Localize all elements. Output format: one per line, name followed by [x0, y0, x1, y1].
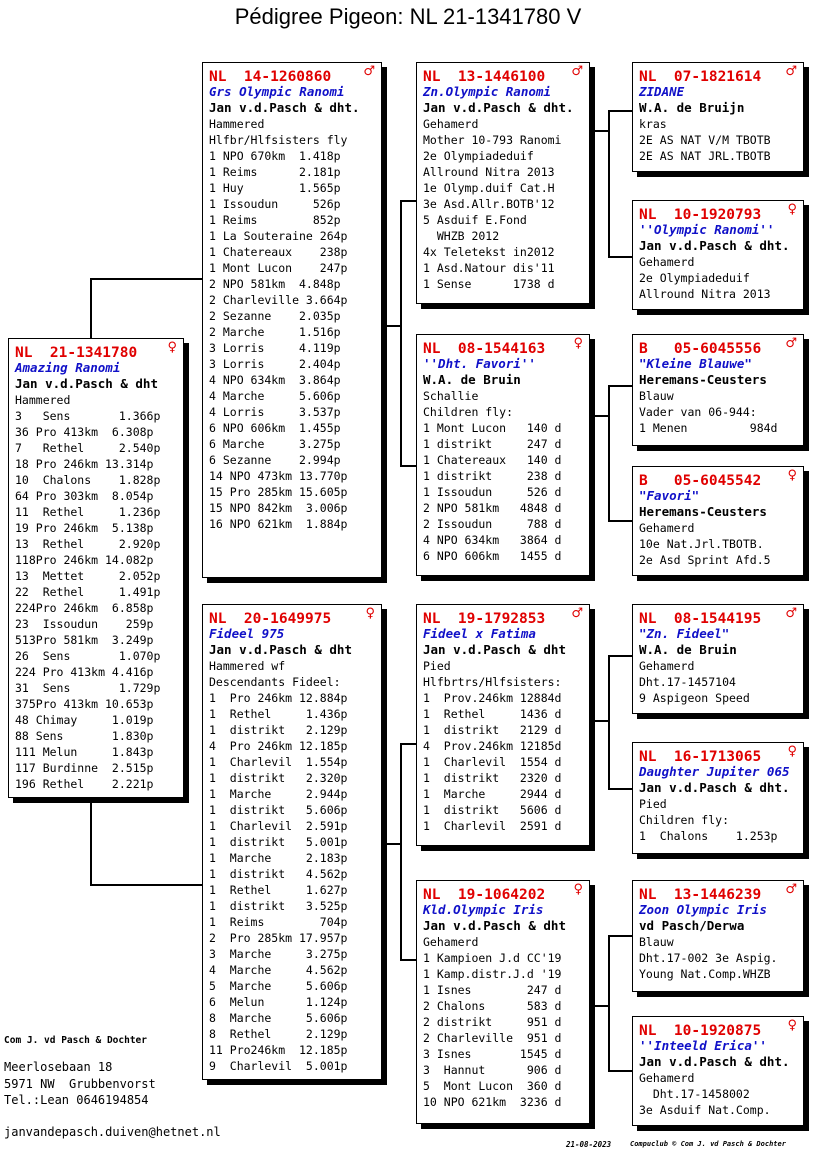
ring-number: NL 20-1649975: [209, 611, 332, 627]
info-line: 7 Rethel 2.540p: [15, 441, 161, 455]
pigeon-card-mff[interactable]: [632, 604, 804, 714]
info-line: Allround Nitra 2013: [423, 165, 555, 179]
info-line: Vader van 06-944:: [639, 405, 757, 419]
owner-name: Jan v.d.Pasch & dht.: [423, 100, 574, 115]
sex-symbol: ♀: [365, 606, 375, 621]
info-line: 4 Prov.246km 12185d: [423, 739, 562, 753]
connector-line: [608, 1070, 634, 1072]
info-line: 2 Chalons 583 d: [423, 999, 562, 1013]
ring-number: NL 10-1920793: [639, 207, 762, 223]
info-line: WHZB 2012: [423, 229, 500, 243]
info-line: Children fly:: [423, 405, 514, 419]
connector-line: [590, 415, 610, 417]
owner-name: Jan v.d.Pasch & dht.: [639, 780, 790, 795]
ring-number: NL 21-1341780: [15, 345, 138, 361]
info-line: 1 Charlevil 2.591p: [209, 819, 348, 833]
info-line: 2E AS NAT V/M TBOTB: [639, 133, 771, 147]
pigeon-name: Daughter Jupiter 065: [639, 764, 790, 779]
pigeon-card-fmm[interactable]: [632, 466, 804, 576]
info-line: 1 distrikt 2.320p: [209, 771, 348, 785]
info-line: 1 Rethel 1436 d: [423, 707, 562, 721]
card-header: [209, 608, 375, 626]
info-line: 9 Aspigeon Speed: [639, 691, 750, 705]
info-line: 2 Marche 1.516p: [209, 325, 341, 339]
card-header: [639, 66, 797, 84]
info-line: Schallie: [423, 389, 479, 403]
info-line: 3 Lorris 4.119p: [209, 341, 341, 355]
info-line: 88 Sens 1.830p: [15, 729, 154, 743]
pigeon-card-fff[interactable]: [632, 62, 804, 172]
ring-number: NL 19-1064202: [423, 887, 546, 903]
info-line: 2 Sezanne 2.035p: [209, 309, 341, 323]
info-line: 1 distrikt 238 d: [423, 469, 562, 483]
info-line: 1 Marche 2.944p: [209, 787, 348, 801]
info-line: 6 Marche 3.275p: [209, 437, 341, 451]
info-line: 1 Marche 2944 d: [423, 787, 562, 801]
owner-name: W.A. de Bruin: [423, 372, 521, 387]
info-line: 4x Teletekst in2012: [423, 245, 555, 259]
info-line: 8 Marche 5.606p: [209, 1011, 348, 1025]
info-line: 10 Chalons 1.828p: [15, 473, 161, 487]
card-header: [423, 884, 583, 902]
info-line: 224Pro 246km 6.858p: [15, 601, 154, 615]
email-link[interactable]: janvandepasch.duiven@hetnet.nl: [4, 1125, 221, 1139]
ring-number: NL 13-1446239: [639, 887, 762, 903]
info-line: 11 Pro246km 12.185p: [209, 1043, 348, 1057]
info-line: 3 Hannut 906 d: [423, 1063, 562, 1077]
card-header: [15, 342, 177, 360]
info-line: 2e Asd Sprint Afd.5: [639, 553, 771, 567]
sex-symbol: ♂: [363, 64, 375, 79]
info-line: 375Pro 413km 10.653p: [15, 697, 154, 711]
info-line: Hlfbr/Hlfsisters fly: [209, 133, 348, 147]
info-line: 1 distrikt 5606 d: [423, 803, 562, 817]
info-line: 6 NPO 606km 1455 d: [423, 549, 562, 563]
info-line: 6 Sezanne 2.994p: [209, 453, 341, 467]
pigeon-name: Fideel x Fatima: [423, 626, 536, 641]
info-line: Hammered: [15, 393, 71, 407]
info-line: 1 Reims 704p: [209, 915, 348, 929]
info-line: Children fly:: [639, 813, 730, 827]
card-header: [423, 608, 583, 626]
info-line: 1 Issoudun 526p: [209, 197, 341, 211]
connector-line: [90, 278, 204, 280]
pigeon-name: Grs Olympic Ranomi: [209, 84, 345, 99]
connector-line: [608, 935, 610, 1072]
info-line: 1 Prov.246km 12884d: [423, 691, 562, 705]
address-line-2: 5971 NW Grubbenvorst: [4, 1077, 156, 1091]
owner-name: W.A. de Bruin: [639, 642, 737, 657]
ring-number: NL 08-1544195: [639, 611, 762, 627]
pigeon-card-mmf[interactable]: [632, 880, 804, 992]
owner-name: W.A. de Bruijn: [639, 100, 745, 115]
info-line: 4 Marche 5.606p: [209, 389, 341, 403]
info-line: 13 Mettet 2.052p: [15, 569, 161, 583]
credit-text: Compuclub © Com J. vd Pasch & Dochter: [630, 1140, 786, 1148]
info-line: 1 Pro 246km 12.884p: [209, 691, 348, 705]
info-line: 14 NPO 473km 13.770p: [209, 469, 348, 483]
info-line: 1 distrikt 4.562p: [209, 867, 348, 881]
owner-name: Jan v.d.Pasch & dht.: [639, 238, 790, 253]
address-line-1: Meerlosebaan 18: [4, 1060, 113, 1074]
info-line: 15 Pro 285km 15.605p: [209, 485, 348, 499]
connector-line: [590, 720, 610, 722]
connector-line: [608, 655, 634, 657]
info-line: 1 Isnes 247 d: [423, 983, 562, 997]
info-line: Pied: [639, 797, 667, 811]
card-header: [639, 608, 797, 626]
info-line: 8 Rethel 2.129p: [209, 1027, 348, 1041]
info-line: 3 Lorris 2.404p: [209, 357, 341, 371]
sex-symbol: ♀: [787, 202, 797, 217]
info-line: Dht.17-002 3e Aspig.: [639, 951, 778, 965]
info-line: 513Pro 581km 3.249p: [15, 633, 154, 647]
info-line: 10 NPO 621km 3236 d: [423, 1095, 562, 1109]
info-line: Gehamerd: [423, 117, 479, 131]
info-line: 4 NPO 634km 3.864p: [209, 373, 341, 387]
info-line: 3 Sens 1.366p: [15, 409, 161, 423]
owner-name: Jan v.d.Pasch & dht: [423, 918, 566, 933]
card-header: [209, 66, 375, 84]
info-line: 31 Sens 1.729p: [15, 681, 161, 695]
connector-line: [608, 788, 634, 790]
connector-line: [590, 130, 610, 132]
ring-number: NL 19-1792853: [423, 611, 546, 627]
info-line: 1 Kampioen J.d CC'19: [423, 951, 562, 965]
info-line: 18 Pro 246km 13.314p: [15, 457, 154, 471]
info-line: 1 Huy 1.565p: [209, 181, 341, 195]
pigeon-card-mother-mother[interactable]: [416, 880, 590, 1124]
info-line: kras: [639, 117, 667, 131]
pigeon-card-father-father[interactable]: [416, 62, 590, 304]
pigeon-name: Kld.Olympic Iris: [423, 902, 544, 917]
info-line: 5 Mont Lucon 360 d: [423, 1079, 562, 1093]
info-line: 1 Issoudun 526 d: [423, 485, 562, 499]
pigeon-name: ''Inteeld Erica'': [639, 1038, 767, 1053]
info-line: 224 Pro 413km 4.416p: [15, 665, 154, 679]
card-header: [639, 1020, 797, 1038]
connector-line: [590, 1005, 610, 1007]
card-header: [639, 470, 797, 488]
info-line: 118Pro 246km 14.082p: [15, 553, 154, 567]
pigeon-card-mother[interactable]: [202, 604, 382, 1080]
info-line: 111 Melun 1.843p: [15, 745, 154, 759]
info-line: 22 Rethel 1.491p: [15, 585, 161, 599]
info-line: Hammered wf: [209, 659, 286, 673]
info-line: Gehamerd: [639, 255, 695, 269]
card-header: [639, 884, 797, 902]
connector-line: [608, 110, 610, 258]
ring-number: NL 07-1821614: [639, 69, 762, 85]
sex-symbol: ♀: [573, 336, 583, 351]
info-line: 2 NPO 581km 4.848p: [209, 277, 341, 291]
info-line: 1 Mont Lucon 140 d: [423, 421, 562, 435]
info-line: 1 Asd.Natour dis'11: [423, 261, 555, 275]
connector-line: [608, 110, 634, 112]
loft-name: Com J. vd Pasch & Dochter: [4, 1035, 147, 1046]
info-line: 1 Sense 1738 d: [423, 277, 555, 291]
pigeon-name: "Zn. Fideel": [639, 626, 730, 641]
info-line: Dht.17-1457104: [639, 675, 736, 689]
info-line: 5 Asduif E.Fond: [423, 213, 527, 227]
info-line: 1 Rethel 1.627p: [209, 883, 348, 897]
info-line: 1 distrikt 5.001p: [209, 835, 348, 849]
connector-line: [608, 385, 610, 522]
info-line: 15 NPO 842km 3.006p: [209, 501, 348, 515]
info-line: 23 Issoudun 259p: [15, 617, 154, 631]
card-header: [639, 204, 797, 222]
info-line: Gehamerd: [639, 521, 695, 535]
sex-symbol: ♀: [787, 1018, 797, 1033]
card-header: [423, 66, 583, 84]
info-line: Allround Nitra 2013: [639, 287, 771, 301]
pigeon-name: ZIDANE: [639, 84, 685, 99]
connector-line: [608, 256, 634, 258]
info-line: 1 distrikt 2129 d: [423, 723, 562, 737]
connector-line: [382, 843, 402, 845]
pigeon-card-mmm[interactable]: [632, 1016, 804, 1126]
info-line: Gehamerd: [423, 935, 479, 949]
owner-name: Jan v.d.Pasch & dht: [209, 642, 352, 657]
info-line: 3 Isnes 1545 d: [423, 1047, 562, 1061]
info-line: 3e Asd.Allr.BOTB'12: [423, 197, 555, 211]
connector-line: [608, 655, 610, 790]
info-line: 1 distrikt 3.525p: [209, 899, 348, 913]
info-line: 1 Rethel 1.436p: [209, 707, 348, 721]
info-line: 1 Marche 2.183p: [209, 851, 348, 865]
info-line: Hlfbrtrs/Hlfsisters:: [423, 675, 562, 689]
owner-name: Heremans-Ceusters: [639, 504, 767, 519]
connector-line: [608, 935, 634, 937]
card-header: [423, 338, 583, 356]
pigeon-card-mother-father[interactable]: [416, 604, 590, 846]
ring-number: NL 08-1544163: [423, 341, 546, 357]
info-line: 2 Charleville 3.664p: [209, 293, 348, 307]
info-line: 2e Olympiadeduif: [639, 271, 750, 285]
sex-symbol: ♂: [785, 64, 797, 79]
sex-symbol: ♂: [571, 64, 583, 79]
connector-line: [400, 200, 402, 467]
pigeon-name: Zoon Olympic Iris: [639, 902, 767, 917]
pigeon-name: Zn.Olympic Ranomi: [423, 84, 551, 99]
pigeon-name: ''Dht. Favori'': [423, 356, 536, 371]
info-line: 1 Chatereaux 140 d: [423, 453, 562, 467]
pigeon-card-fmf[interactable]: [632, 334, 804, 446]
owner-name: Jan v.d.Pasch & dht.: [209, 100, 360, 115]
sex-symbol: ♂: [785, 336, 797, 351]
info-line: Descendants Fideel:: [209, 675, 341, 689]
info-line: 9 Charlevil 5.001p: [209, 1059, 348, 1073]
info-line: 2 Issoudun 788 d: [423, 517, 562, 531]
sex-symbol: ♀: [573, 882, 583, 897]
connector-line: [608, 385, 634, 387]
info-line: 3 Marche 3.275p: [209, 947, 348, 961]
info-line: 1 Menen 984d: [639, 421, 778, 435]
connector-line: [90, 884, 204, 886]
info-line: 36 Pro 413km 6.308p: [15, 425, 154, 439]
info-line: 196 Rethel 2.221p: [15, 777, 154, 791]
info-line: 1 Reims 852p: [209, 213, 341, 227]
card-header: [639, 338, 797, 356]
info-line: Gehamerd: [639, 1071, 695, 1085]
pigeon-name: "Kleine Blauwe": [639, 356, 752, 371]
owner-name: vd Pasch/Derwa: [639, 918, 745, 933]
address-line-3: Tel.:Lean 0646194854: [4, 1093, 149, 1107]
info-line: Blauw: [639, 389, 674, 403]
ring-number: B 05-6045542: [639, 473, 762, 489]
info-line: 2 Charleville 951 d: [423, 1031, 562, 1045]
info-line: 1 Chalons 1.253p: [639, 829, 778, 843]
info-line: 4 NPO 634km 3864 d: [423, 533, 562, 547]
info-line: 1 La Souteraine 264p: [209, 229, 348, 243]
info-line: 2E AS NAT JRL.TBOTB: [639, 149, 771, 163]
info-line: 13 Rethel 2.920p: [15, 537, 161, 551]
info-line: 1 distrikt 247 d: [423, 437, 562, 451]
sex-symbol: ♀: [787, 744, 797, 759]
info-line: 2 NPO 581km 4848 d: [423, 501, 562, 515]
ring-number: B 05-6045556: [639, 341, 762, 357]
info-line: 4 Lorris 3.537p: [209, 405, 341, 419]
pigeon-name: Amazing Ranomi: [15, 360, 121, 375]
info-line: 16 NPO 621km 1.884p: [209, 517, 348, 531]
owner-name: Heremans-Ceusters: [639, 372, 767, 387]
connector-line: [90, 278, 92, 340]
owner-name: Jan v.d.Pasch & dht: [15, 376, 158, 391]
info-line: Dht.17-1458002: [639, 1087, 750, 1101]
info-line: 1e Olymp.duif Cat.H: [423, 181, 555, 195]
pigeon-name: "Favori": [639, 488, 700, 503]
pigeon-card-father[interactable]: [202, 62, 382, 578]
connector-line: [400, 743, 402, 961]
sex-symbol: ♀: [787, 468, 797, 483]
info-line: 4 Pro 246km 12.185p: [209, 739, 348, 753]
info-line: 2 Pro 285km 17.957p: [209, 931, 348, 945]
sex-symbol: ♂: [785, 606, 797, 621]
info-line: 1 distrikt 2320 d: [423, 771, 562, 785]
info-line: 1 distrikt 2.129p: [209, 723, 348, 737]
info-line: 1 Mont Lucon 247p: [209, 261, 348, 275]
info-line: 1 Charlevil 1554 d: [423, 755, 562, 769]
info-line: 48 Chimay 1.019p: [15, 713, 154, 727]
card-header: [639, 746, 797, 764]
info-line: 26 Sens 1.070p: [15, 649, 161, 663]
owner-name: Jan v.d.Pasch & dht.: [639, 1054, 790, 1069]
ring-number: NL 10-1920875: [639, 1023, 762, 1039]
info-line: 2e Olympiadeduif: [423, 149, 534, 163]
connector-line: [382, 325, 402, 327]
info-line: 1 Reims 2.181p: [209, 165, 341, 179]
info-line: 3e Asduif Nat.Comp.: [639, 1103, 771, 1117]
info-line: Gehamerd: [639, 659, 695, 673]
info-line: Young Nat.Comp.WHZB: [639, 967, 771, 981]
pigeon-name: ''Olympic Ranomi'': [639, 222, 775, 237]
pigeon-name: Fideel 975: [209, 626, 285, 641]
ring-number: NL 13-1446100: [423, 69, 546, 85]
info-line: 2 distrikt 951 d: [423, 1015, 562, 1029]
info-line: 11 Rethel 1.236p: [15, 505, 161, 519]
info-line: Mother 10-793 Ranomi: [423, 133, 562, 147]
pigeon-card-father-mother[interactable]: [416, 334, 590, 576]
info-line: 1 NPO 670km 1.418p: [209, 149, 341, 163]
info-line: 5 Marche 5.606p: [209, 979, 348, 993]
owner-name: Jan v.d.Pasch & dht: [423, 642, 566, 657]
info-line: 6 NPO 606km 1.455p: [209, 421, 341, 435]
info-line: Hammered: [209, 117, 265, 131]
info-line: 10e Nat.Jrl.TBOTB.: [639, 537, 764, 551]
ring-number: NL 14-1260860: [209, 69, 332, 85]
print-date: 21-08-2023: [566, 1140, 612, 1149]
sex-symbol: ♂: [571, 606, 583, 621]
info-line: 19 Pro 246km 5.138p: [15, 521, 154, 535]
info-line: 1 Charlevil 2591 d: [423, 819, 562, 833]
pigeon-card-main[interactable]: [8, 338, 184, 798]
info-line: 1 Charlevil 1.554p: [209, 755, 348, 769]
info-line: Blauw: [639, 935, 674, 949]
info-line: 1 Chatereaux 238p: [209, 245, 348, 259]
pigeon-card-ffm[interactable]: [632, 200, 804, 310]
ring-number: NL 16-1713065: [639, 749, 762, 765]
connector-line: [608, 520, 634, 522]
sex-symbol: ♀: [167, 340, 177, 355]
info-line: 64 Pro 303km 8.054p: [15, 489, 154, 503]
sex-symbol: ♂: [785, 882, 797, 897]
info-line: 4 Marche 4.562p: [209, 963, 348, 977]
pigeon-card-mfm[interactable]: [632, 742, 804, 854]
info-line: Pied: [423, 659, 451, 673]
page-title: Pédigree Pigeon: NL 21-1341780 V: [234, 4, 582, 29]
info-line: 1 distrikt 5.606p: [209, 803, 348, 817]
info-line: 6 Melun 1.124p: [209, 995, 348, 1009]
info-line: 117 Burdinne 2.515p: [15, 761, 154, 775]
info-line: 1 Kamp.distr.J.d '19: [423, 967, 562, 981]
